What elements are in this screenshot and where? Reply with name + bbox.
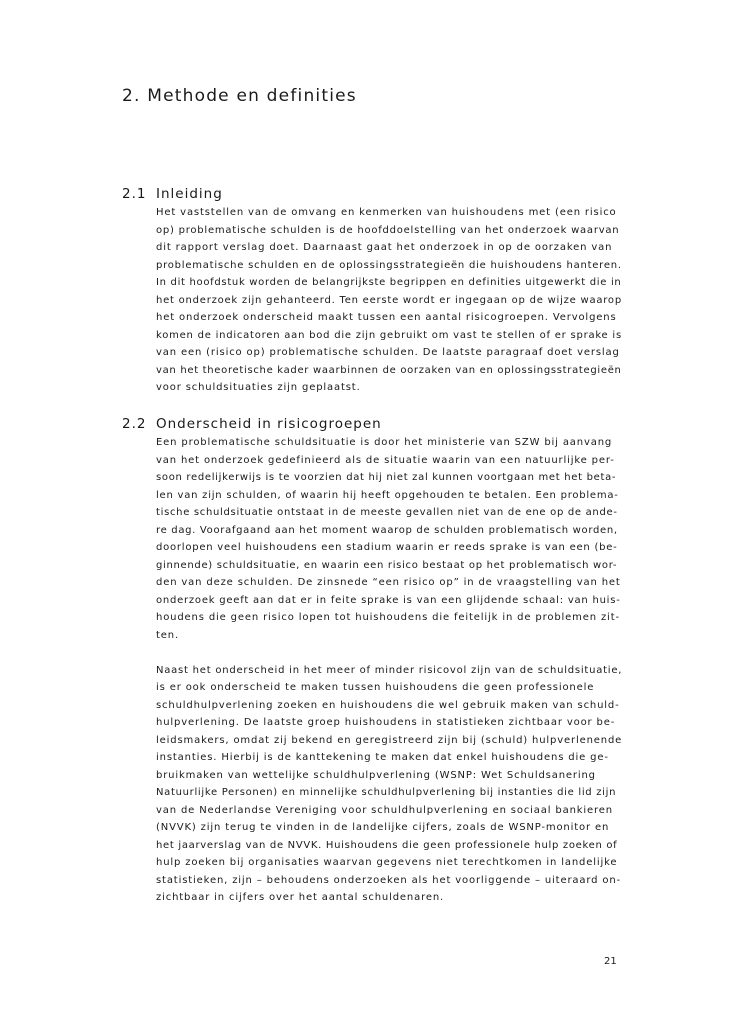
text-line: het jaarverslag van de NVVK. Huishoudens die geen professionele hulp zoeken of	[156, 839, 618, 851]
text-line: op) problematische schulden is de hoofddoelstelling van het onderzoek waarvan	[156, 224, 620, 236]
text-line: In dit hoofdstuk worden de belangrijkste begrippen en definities uitgewerkt die in	[156, 277, 622, 288]
section-body	[156, 204, 622, 397]
text-line: Het vaststellen van de omvang en kenmerken van huishoudens met (een risico	[156, 207, 617, 218]
text-line: soon redelijkerwijs is te voorzien dat hij niet zal kunnen voortgaan met het beta-	[156, 472, 617, 483]
section-heading	[122, 184, 622, 204]
text-line: komen de indicatoren aan bod die zijn gebruikt om vast te stellen of er sprake is	[156, 329, 622, 341]
text-line: onderzoek geeft aan dat er in feite sprake is van een glijdende schaal: van huis-	[156, 594, 621, 606]
text-line: van het theoretische kader waarbinnen de oorzaken van en oplossingsstrategieën	[156, 364, 622, 376]
section-inleiding	[122, 184, 622, 397]
text-line: tische schuldsituatie ontstaat in de meeste gevallen niet van de ene op de ande-	[156, 507, 618, 518]
text-line: het onderzoek onderscheid maakt tussen een aantal risicogroepen. Vervolgens	[156, 312, 617, 323]
text-line: leidsmakers, omdat zij bekend en geregistreerd zijn bij (schuld) hulpverlenende	[156, 734, 623, 746]
text-line: den van deze schulden. De zinsnede “een risico op” in de vraagstelling van het	[156, 577, 621, 588]
text-line: (NVVK) zijn terug te vinden in de landelijke cijfers, zoals de WSNP-monitor en	[156, 822, 610, 833]
chapter-title: 2. Methode en definities	[122, 86, 357, 106]
text-line: problematische schulden en de oplossingsstrategieën die huishoudens hanteren.	[156, 259, 622, 271]
text-line: ten.	[156, 629, 179, 641]
text-line: ginnende) schuldsituatie, en waarin een risico bestaat op het problematisch wor-	[156, 559, 618, 571]
text-line: Een problematische schuldsituatie is door het ministerie van SZW bij aanvang	[156, 437, 613, 448]
text-line: houdens die geen risico lopen tot huishoudens die feitelijk in de problemen zit-	[156, 612, 620, 623]
text-line: statistieken, zijn – behoudens onderzoeken als het voorliggende – uiteraard on-	[156, 874, 621, 886]
text-line: instanties. Hierbij is de kanttekening te maken dat enkel huishoudens die ge-	[156, 752, 609, 763]
text-line: re dag. Voorafgaand aan het moment waarop de schulden problematisch worden,	[156, 524, 618, 536]
text-line: Naast het onderscheid in het meer of minder risicovol zijn van de schuldsituatie,	[156, 664, 623, 676]
section-number: 2.1	[122, 186, 147, 202]
text-line: van het onderzoek gedefinieerd als de situatie waarin van een natuurlijke per-	[156, 454, 615, 466]
text-line: schuldhulpverlening zoeken en huishoudens die wel gebruik maken van schuld-	[156, 699, 620, 711]
paragraph-gap	[156, 644, 622, 662]
text-line: het onderzoek zijn gehanteerd. Ten eerste wordt er ingegaan op de wijze waarop	[156, 294, 622, 306]
paragraph	[156, 662, 622, 907]
section-title: Onderscheid in risicogroepen	[156, 416, 382, 432]
text-line: bruikmaken van wettelijke schuldhulpverlening (WSNP: Wet Schuldsanering	[156, 769, 596, 781]
section-heading	[122, 414, 622, 434]
text-line: Natuurlijke Personen) en minnelijke schuldhulpverlening bij instanties die lid zijn	[156, 787, 617, 798]
section-onderscheid-in-risicogroepen	[122, 414, 622, 907]
text-line: zichtbaar in cijfers over het aantal schuldenaren.	[156, 892, 445, 903]
paragraph	[156, 434, 622, 644]
text-line: is er ook onderscheid te maken tussen huishoudens die geen professionele	[156, 682, 595, 693]
section-title: Inleiding	[156, 186, 223, 202]
text-line: doorlopen veel huishoudens een stadium waarin er reeds sprake is van een (be-	[156, 542, 618, 553]
text-line: van een (risico op) problematische schulden. De laatste paragraaf doet verslag	[156, 347, 620, 358]
section-number: 2.2	[122, 416, 147, 432]
paragraph	[156, 204, 622, 397]
page-number: 21	[604, 956, 617, 967]
text-line: voor schuldsituaties zijn geplaatst.	[156, 382, 361, 393]
text-line: len van zijn schulden, of waarin hij heeft opgehouden te betalen. Een problema-	[156, 489, 619, 501]
text-line: hulpverlening. De laatste groep huishoudens in statistieken zichtbaar voor be-	[156, 717, 616, 728]
text-line: dit rapport verslag doet. Daarnaast gaat het onderzoek in op de oorzaken van	[156, 242, 613, 253]
text-line: hulp zoeken bij organisaties waarvan gegevens niet terechtkomen in landelijke	[156, 857, 618, 868]
text-line: van de Nederlandse Vereniging voor schuldhulpverlening en sociaal bankieren	[156, 804, 613, 816]
section-body	[156, 434, 622, 907]
